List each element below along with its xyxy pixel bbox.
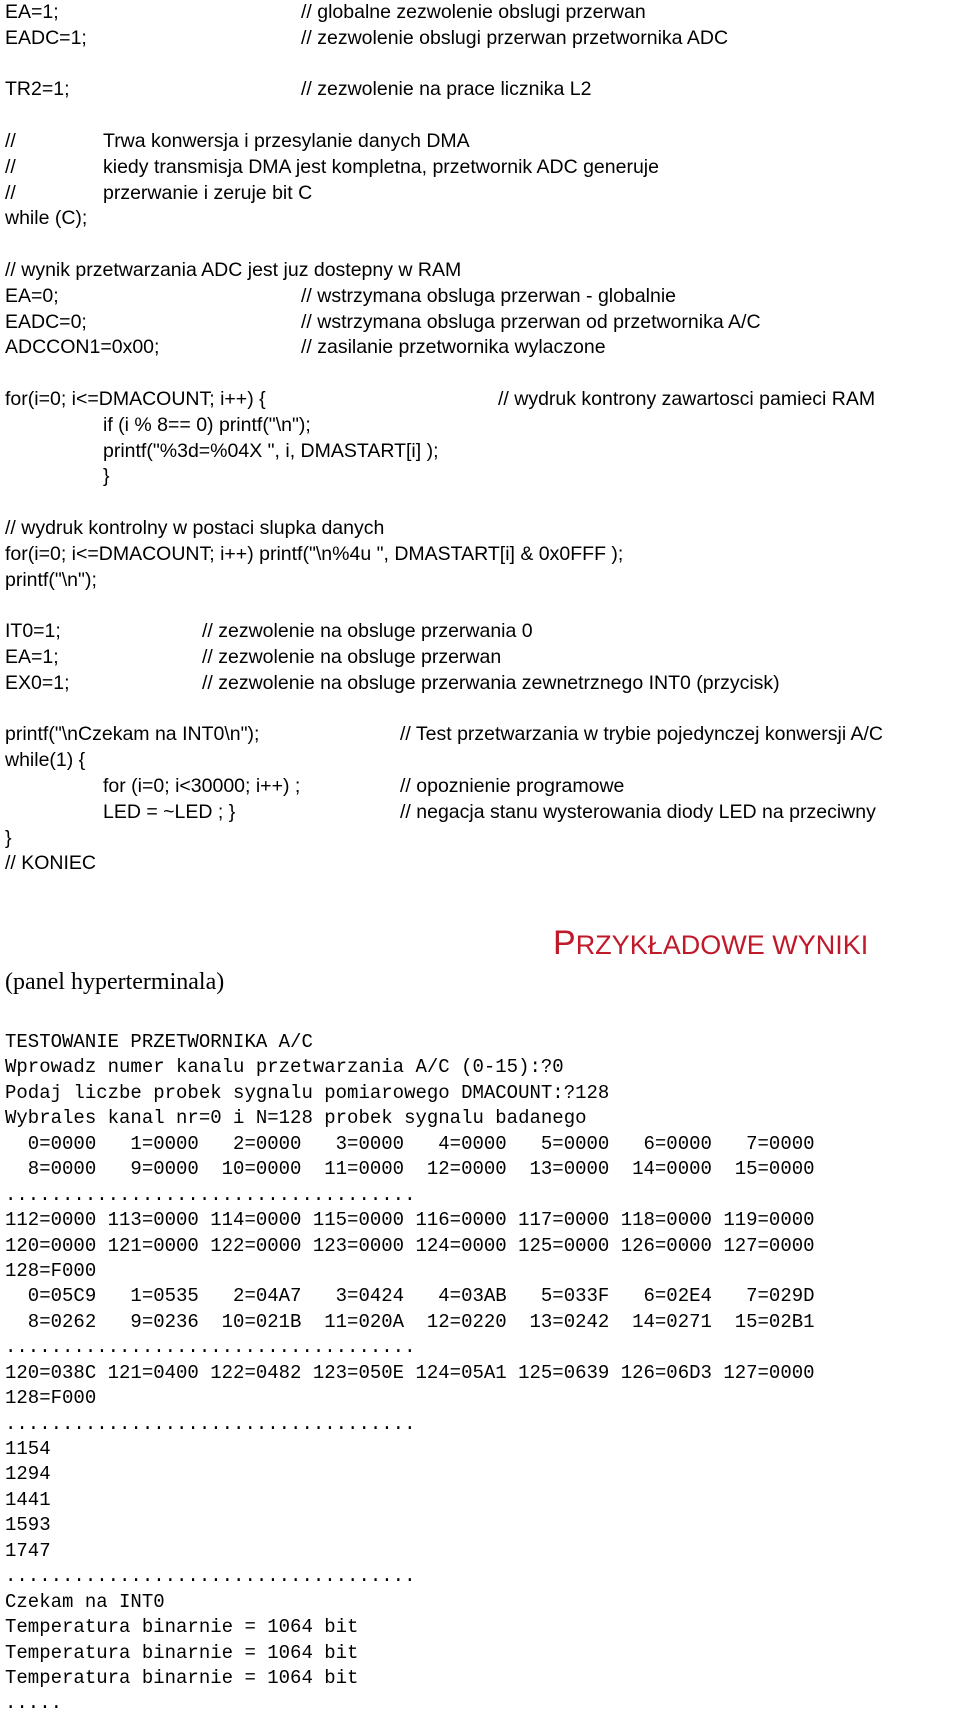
code-line xyxy=(5,490,955,516)
code-statement: while (C); xyxy=(5,207,88,230)
code-comment: for (i=0; i<30000; i++) ; xyxy=(103,774,301,797)
code-line xyxy=(5,335,955,361)
code-line xyxy=(5,593,955,619)
code-statement: // wynik przetwarzania ADC jest juz dostepny w RAM xyxy=(5,258,462,281)
terminal-line: 128=F000 xyxy=(5,1259,97,1282)
code-line xyxy=(5,748,955,774)
code-line xyxy=(5,284,955,310)
code-statement: // xyxy=(5,129,16,152)
code-line xyxy=(5,542,955,568)
terminal-line: 0=0000 1=0000 2=0000 3=0000 4=0000 5=0000 6=0000 7=0000 xyxy=(5,1132,815,1155)
code-comment: // zasilanie przetwornika wylaczone xyxy=(301,336,606,359)
code-line xyxy=(5,413,955,439)
code-comment: // zezwolenie na prace licznika L2 xyxy=(301,78,592,101)
terminal-line: Podaj liczbe probek sygnalu pomiarowego DMACOUNT:?128 xyxy=(5,1081,610,1104)
terminal-line: Czekam na INT0 xyxy=(5,1590,165,1613)
code-line xyxy=(5,181,955,207)
code-statement: EX0=1; xyxy=(5,671,70,694)
code-line xyxy=(5,0,955,26)
terminal-line: 1154 xyxy=(5,1438,51,1460)
terminal-line: .................................... xyxy=(5,1336,416,1359)
heading-first-letter: P xyxy=(553,924,576,962)
code-comment: Trwa konwersja i przesylanie danych DMA xyxy=(103,129,470,152)
terminal-line: .................................... xyxy=(5,1565,416,1588)
terminal-line: 0=05C9 1=0535 2=04A7 3=0424 4=03AB 5=033F 6=02E4 7=029D xyxy=(5,1285,815,1308)
terminal-line: 112=0000 113=0000 114=0000 115=0000 116=0000 117=0000 118=0000 119=0000 xyxy=(5,1209,815,1232)
code-line xyxy=(5,387,955,413)
code-statement: // xyxy=(5,181,16,204)
terminal-line: Temperatura binarnie = 1064 bit xyxy=(5,1616,359,1639)
code-comment: LED = ~LED ; } xyxy=(103,800,236,823)
code-statement: EA=1; xyxy=(5,645,59,668)
code-statement: // KONIEC xyxy=(5,852,97,875)
code-statement: printf("\n"); xyxy=(5,568,97,591)
code-line xyxy=(5,800,955,826)
terminal-line: Wybrales kanal nr=0 i N=128 probek sygnalu badanego xyxy=(5,1107,587,1130)
code-line xyxy=(5,645,955,671)
terminal-line: 120=038C 121=0400 122=0482 123=050E 124=05A1 125=0639 126=06D3 127=0000 xyxy=(5,1361,815,1384)
code-line xyxy=(5,232,955,258)
code-comment: przerwanie i zeruje bit C xyxy=(103,181,313,204)
heading-rest: RZYKŁADOWE WYNIKI xyxy=(575,930,869,960)
terminal-line: 8=0000 9=0000 10=0000 11=0000 12=0000 13=0000 14=0000 15=0000 xyxy=(5,1158,815,1181)
code-statement: printf("\nCzekam na INT0\n"); xyxy=(5,723,260,746)
code-line xyxy=(5,52,955,78)
code-line xyxy=(5,774,955,800)
code-line xyxy=(5,568,955,594)
code-comment: // Test przetwarzania w trybie pojedynczej konwersji A/C xyxy=(400,723,884,746)
code-statement: while(1) { xyxy=(5,749,86,772)
panel-label: (panel hyperterminala) xyxy=(5,969,225,995)
terminal-line: 120=0000 121=0000 122=0000 123=0000 124=0000 125=0000 126=0000 127=0000 xyxy=(5,1234,815,1257)
code-statement: // xyxy=(5,155,16,178)
terminal-line: 8=0262 9=0236 10=021B 11=020A 12=0220 13=0242 14=0271 15=02B1 xyxy=(5,1310,815,1333)
code-line xyxy=(5,464,955,490)
code-line xyxy=(5,310,955,336)
code-line xyxy=(5,206,955,232)
results-heading xyxy=(553,924,868,963)
terminal-line: Temperatura binarnie = 1064 bit xyxy=(5,1666,359,1689)
code-statement: EA=0; xyxy=(5,284,59,307)
code-line xyxy=(5,258,955,284)
code-comment: // negacja stanu wysterowania diody LED na przeciwny xyxy=(400,800,876,823)
code-comment: // wstrzymana obsluga przerwan od przetwornika A/C xyxy=(301,310,761,333)
code-statement: } xyxy=(5,826,12,849)
code-line xyxy=(5,516,955,542)
code-line xyxy=(5,619,955,645)
code-comment: // zezwolenie na obsluge przerwan xyxy=(202,645,502,668)
code-comment: kiedy transmisja DMA jest kompletna, przetwornik ADC generuje xyxy=(103,155,659,178)
code-statement: TR2=1; xyxy=(5,78,70,101)
code-statement: for(i=0; i<=DMACOUNT; i++) { xyxy=(5,387,266,410)
code-line xyxy=(5,722,955,748)
code-comment: } xyxy=(103,465,110,488)
terminal-line: 1294 xyxy=(5,1463,51,1486)
code-comment: printf("%3d=%04X ", i, DMASTART[i] ); xyxy=(103,439,439,462)
code-line xyxy=(5,851,955,877)
code-statement: for(i=0; i<=DMACOUNT; i++) printf("\n%4u ", DMASTART[i] & 0x0FFF ); xyxy=(5,542,624,565)
code-statement: ADCCON1=0x00; xyxy=(5,336,160,359)
terminal-line: .................................... xyxy=(5,1412,416,1435)
code-line xyxy=(5,155,955,181)
code-line xyxy=(5,129,955,155)
code-comment: // zezwolenie na obsluge przerwania 0 xyxy=(202,620,533,643)
terminal-line: .................................... xyxy=(5,1183,416,1206)
terminal-line: 1593 xyxy=(5,1514,51,1537)
code-comment: // wstrzymana obsluga przerwan - globalnie xyxy=(301,284,677,307)
code-comment: // opoznienie programowe xyxy=(400,774,625,797)
code-line xyxy=(5,697,955,723)
code-line xyxy=(5,103,955,129)
terminal-output xyxy=(5,1030,955,1717)
terminal-line: 1441 xyxy=(5,1488,51,1511)
code-comment: // zezwolenie na obsluge przerwania zewnetrznego INT0 (przycisk) xyxy=(202,671,780,694)
terminal-line: 128=F000 xyxy=(5,1387,97,1410)
code-line xyxy=(5,671,955,697)
terminal-line: ..... xyxy=(5,1692,63,1715)
code-line xyxy=(5,26,955,52)
code-line xyxy=(5,361,955,387)
terminal-line: Wprowadz numer kanalu przetwarzania A/C (0-15):?0 xyxy=(5,1056,564,1079)
code-statement: // wydruk kontrolny w postaci slupka danych xyxy=(5,516,385,539)
terminal-line: Temperatura binarnie = 1064 bit xyxy=(5,1641,359,1664)
code-comment: // zezwolenie obslugi przerwan przetwornika ADC xyxy=(301,26,729,49)
code-statement: EADC=0; xyxy=(5,310,87,333)
code-comment: // wydruk kontrony zawartosci pamieci RAM xyxy=(498,387,876,410)
code-statement: EA=1; xyxy=(5,1,59,23)
code-line xyxy=(5,77,955,103)
code-comment: // globalne zezwolenie obslugi przerwan xyxy=(301,1,646,23)
terminal-line: TESTOWANIE PRZETWORNIKA A/C xyxy=(5,1031,313,1053)
code-comment: if (i % 8== 0) printf("\n"); xyxy=(103,413,311,436)
terminal-line: 1747 xyxy=(5,1539,51,1562)
code-line xyxy=(5,439,955,465)
code-statement: EADC=1; xyxy=(5,26,87,49)
code-statement: IT0=1; xyxy=(5,620,61,643)
source-code-listing xyxy=(5,0,955,877)
code-line xyxy=(5,826,955,852)
